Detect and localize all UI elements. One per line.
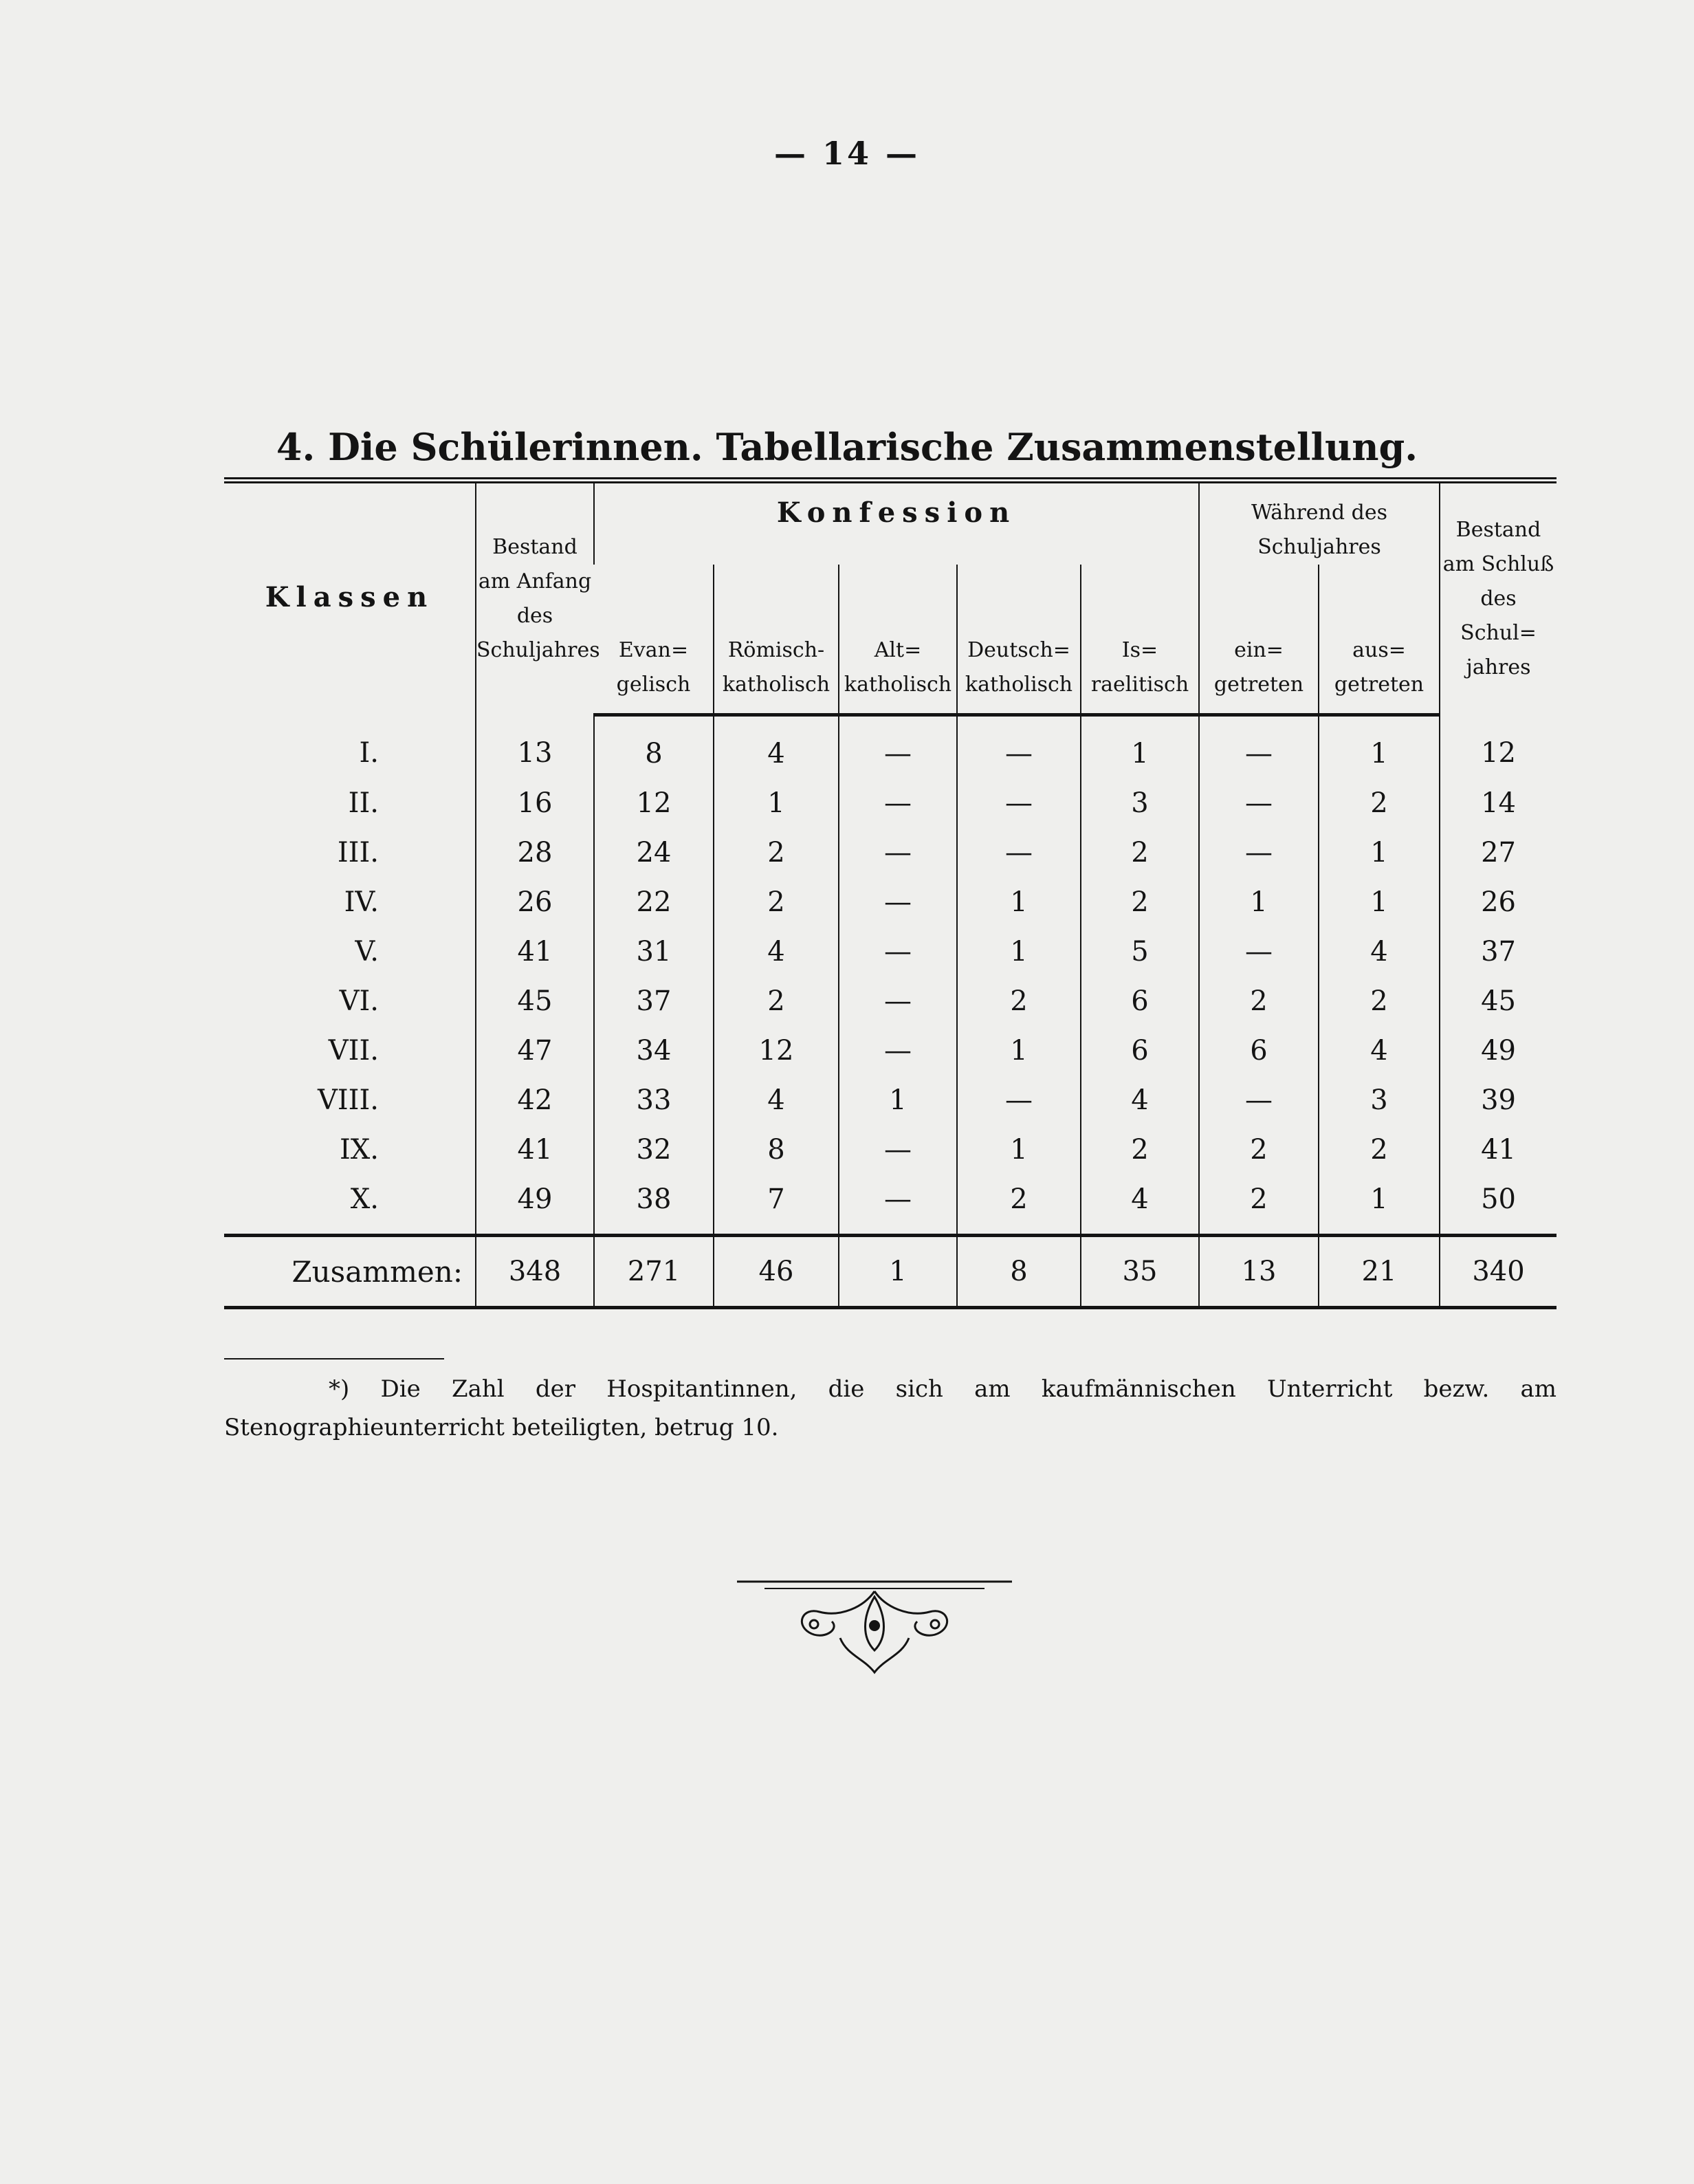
cell-altkatholisch: — [839, 1026, 957, 1075]
cell-bestand-anfang: 41 [476, 1125, 594, 1175]
cell-bestand-schluss: 27 [1440, 828, 1556, 877]
cell-evangelisch: 34 [594, 1026, 714, 1075]
cell-eingetreten: 6 [1199, 1026, 1319, 1075]
total-roemisch: 46 [714, 1236, 839, 1308]
cell-bestand-anfang: 47 [476, 1026, 594, 1075]
total-bestand-anfang: 348 [476, 1236, 594, 1308]
cell-ausgetreten: 4 [1319, 1026, 1440, 1075]
cell-altkatholisch: — [839, 715, 957, 779]
cell-altkatholisch: — [839, 1175, 957, 1236]
cell-bestand-anfang: 42 [476, 1075, 594, 1125]
page-number: — 14 — [773, 135, 921, 172]
cell-bestand-schluss: 41 [1440, 1125, 1556, 1175]
total-altkatholisch: 1 [839, 1236, 957, 1308]
header-ausgetreten: aus= getreten [1319, 565, 1440, 715]
cell-evangelisch: 33 [594, 1075, 714, 1125]
cell-bestand-schluss: 39 [1440, 1075, 1556, 1125]
cell-bestand-schluss: 14 [1440, 778, 1556, 828]
header-waehrend-schuljahres: Während des Schuljahres [1199, 481, 1440, 565]
cell-israelitisch: 2 [1081, 877, 1199, 927]
footnote-rule [224, 1358, 444, 1359]
table-row [224, 1175, 1556, 1236]
cell-ausgetreten: 1 [1319, 828, 1440, 877]
total-evangelisch: 271 [594, 1236, 714, 1308]
cell-bestand-schluss: 26 [1440, 877, 1556, 927]
table-row [224, 715, 1556, 779]
cell-altkatholisch: — [839, 1125, 957, 1175]
cell-altkatholisch: — [839, 778, 957, 828]
cell-ausgetreten: 1 [1319, 1175, 1440, 1236]
total-eingetreten: 13 [1199, 1236, 1319, 1308]
ornament-vignette [737, 1569, 1012, 1679]
cell-ausgetreten: 2 [1319, 1125, 1440, 1175]
cell-roemisch: 1 [714, 778, 839, 828]
cell-deutschkatholisch: — [957, 828, 1081, 877]
cell-evangelisch: 24 [594, 828, 714, 877]
cell-eingetreten: — [1199, 715, 1319, 779]
footnote [224, 1370, 1556, 1447]
header-evangelisch: Evan= gelisch [594, 565, 714, 715]
cell-israelitisch: 4 [1081, 1075, 1199, 1125]
total-row [224, 1236, 1556, 1308]
table-row [224, 976, 1556, 1026]
cell-israelitisch: 5 [1081, 927, 1199, 976]
cell-israelitisch: 3 [1081, 778, 1199, 828]
header-eingetreten: ein= getreten [1199, 565, 1319, 715]
table-row [224, 778, 1556, 828]
row-klasse: II. [348, 787, 379, 819]
cell-roemisch: 4 [714, 715, 839, 779]
cell-bestand-schluss: 49 [1440, 1026, 1556, 1075]
row-klasse: X. [350, 1183, 379, 1215]
cell-roemisch: 4 [714, 927, 839, 976]
cell-bestand-anfang: 26 [476, 877, 594, 927]
cell-deutschkatholisch: — [957, 778, 1081, 828]
header-konfession: Konfession [594, 481, 1199, 565]
student-statistics-table [224, 477, 1556, 1309]
cell-eingetreten: 2 [1199, 976, 1319, 1026]
table-row [224, 877, 1556, 927]
header-roemisch-katholisch: Römisch- katholisch [714, 565, 839, 715]
cell-bestand-anfang: 41 [476, 927, 594, 976]
cell-deutschkatholisch: — [957, 715, 1081, 779]
cell-bestand-schluss: 37 [1440, 927, 1556, 976]
cell-deutschkatholisch: 1 [957, 1125, 1081, 1175]
cell-israelitisch: 6 [1081, 976, 1199, 1026]
cell-deutschkatholisch: 1 [957, 1026, 1081, 1075]
table-row [224, 828, 1556, 877]
cell-ausgetreten: 2 [1319, 778, 1440, 828]
cell-deutschkatholisch: 1 [957, 877, 1081, 927]
cell-israelitisch: 6 [1081, 1026, 1199, 1075]
cell-ausgetreten: 1 [1319, 877, 1440, 927]
cell-altkatholisch: — [839, 828, 957, 877]
statistics-table-container [224, 477, 1556, 1309]
row-klasse: I. [359, 736, 379, 769]
table-row [224, 927, 1556, 976]
header-klassen: Klassen [265, 581, 434, 614]
cell-roemisch: 7 [714, 1175, 839, 1236]
row-klasse: VIII. [317, 1084, 379, 1116]
cell-deutschkatholisch: 1 [957, 927, 1081, 976]
row-klasse: IX. [340, 1134, 379, 1166]
cell-evangelisch: 31 [594, 927, 714, 976]
row-klasse: V. [355, 936, 379, 968]
cell-roemisch: 8 [714, 1125, 839, 1175]
total-deutschkatholisch: 8 [957, 1236, 1081, 1308]
table-row [224, 1125, 1556, 1175]
header-altkatholisch: Alt= katholisch [839, 565, 957, 715]
cell-altkatholisch: 1 [839, 1075, 957, 1125]
cell-altkatholisch: — [839, 927, 957, 976]
cell-evangelisch: 8 [594, 715, 714, 779]
total-ausgetreten: 21 [1319, 1236, 1440, 1308]
cell-eingetreten: — [1199, 828, 1319, 877]
cell-israelitisch: 1 [1081, 715, 1199, 779]
row-klasse: IV. [344, 886, 379, 918]
cell-bestand-schluss: 12 [1440, 715, 1556, 779]
cell-ausgetreten: 2 [1319, 976, 1440, 1026]
cell-evangelisch: 37 [594, 976, 714, 1026]
cell-eingetreten: — [1199, 778, 1319, 828]
cell-roemisch: 4 [714, 1075, 839, 1125]
cell-bestand-schluss: 45 [1440, 976, 1556, 1026]
cell-roemisch: 12 [714, 1026, 839, 1075]
cell-eingetreten: 1 [1199, 877, 1319, 927]
table-row [224, 1026, 1556, 1075]
section-title: 4. Die Schülerinnen. Tabellarische Zusammenstellung. [276, 425, 1418, 469]
header-deutschkatholisch: Deutsch= katholisch [957, 565, 1081, 715]
row-klasse: VII. [328, 1035, 379, 1067]
cell-israelitisch: 2 [1081, 828, 1199, 877]
cell-deutschkatholisch: 2 [957, 976, 1081, 1026]
cell-eingetreten: — [1199, 927, 1319, 976]
row-klasse: VI. [339, 985, 379, 1017]
cell-roemisch: 2 [714, 976, 839, 1026]
cell-altkatholisch: — [839, 976, 957, 1026]
cell-bestand-anfang: 49 [476, 1175, 594, 1236]
cell-evangelisch: 38 [594, 1175, 714, 1236]
cell-deutschkatholisch: 2 [957, 1175, 1081, 1236]
total-israelitisch: 35 [1081, 1236, 1199, 1308]
cell-eingetreten: — [1199, 1075, 1319, 1125]
header-bestand-schluss: Bestand am Schluß des Schul= jahres [1440, 481, 1556, 715]
cell-bestand-schluss: 50 [1440, 1175, 1556, 1236]
cell-ausgetreten: 4 [1319, 927, 1440, 976]
cell-bestand-anfang: 16 [476, 778, 594, 828]
cell-israelitisch: 2 [1081, 1125, 1199, 1175]
cell-roemisch: 2 [714, 877, 839, 927]
cell-eingetreten: 2 [1199, 1175, 1319, 1236]
cell-ausgetreten: 3 [1319, 1075, 1440, 1125]
total-bestand-schluss: 340 [1440, 1236, 1556, 1308]
cell-roemisch: 2 [714, 828, 839, 877]
cell-evangelisch: 32 [594, 1125, 714, 1175]
cell-israelitisch: 4 [1081, 1175, 1199, 1236]
cell-ausgetreten: 1 [1319, 715, 1440, 779]
cell-bestand-anfang: 13 [476, 715, 594, 779]
total-label: Zusammen: [224, 1236, 476, 1308]
header-israelitisch: Is= raelitisch [1081, 565, 1199, 715]
header-bestand-anfang: Bestand am Anfang des Schuljahres [476, 481, 594, 715]
row-klasse: III. [337, 837, 379, 869]
cell-evangelisch: 22 [594, 877, 714, 927]
cell-bestand-anfang: 45 [476, 976, 594, 1026]
cell-evangelisch: 12 [594, 778, 714, 828]
footnote-text: *) Die Zahl der Hospitantinnen, die sich am kaufmännischen Unterricht bezw. am Stenographieunterricht beteiligten, betrug 10. [224, 1375, 1556, 1441]
cell-altkatholisch: — [839, 877, 957, 927]
cell-eingetreten: 2 [1199, 1125, 1319, 1175]
cell-deutschkatholisch: — [957, 1075, 1081, 1125]
cell-bestand-anfang: 28 [476, 828, 594, 877]
table-row [224, 1075, 1556, 1125]
